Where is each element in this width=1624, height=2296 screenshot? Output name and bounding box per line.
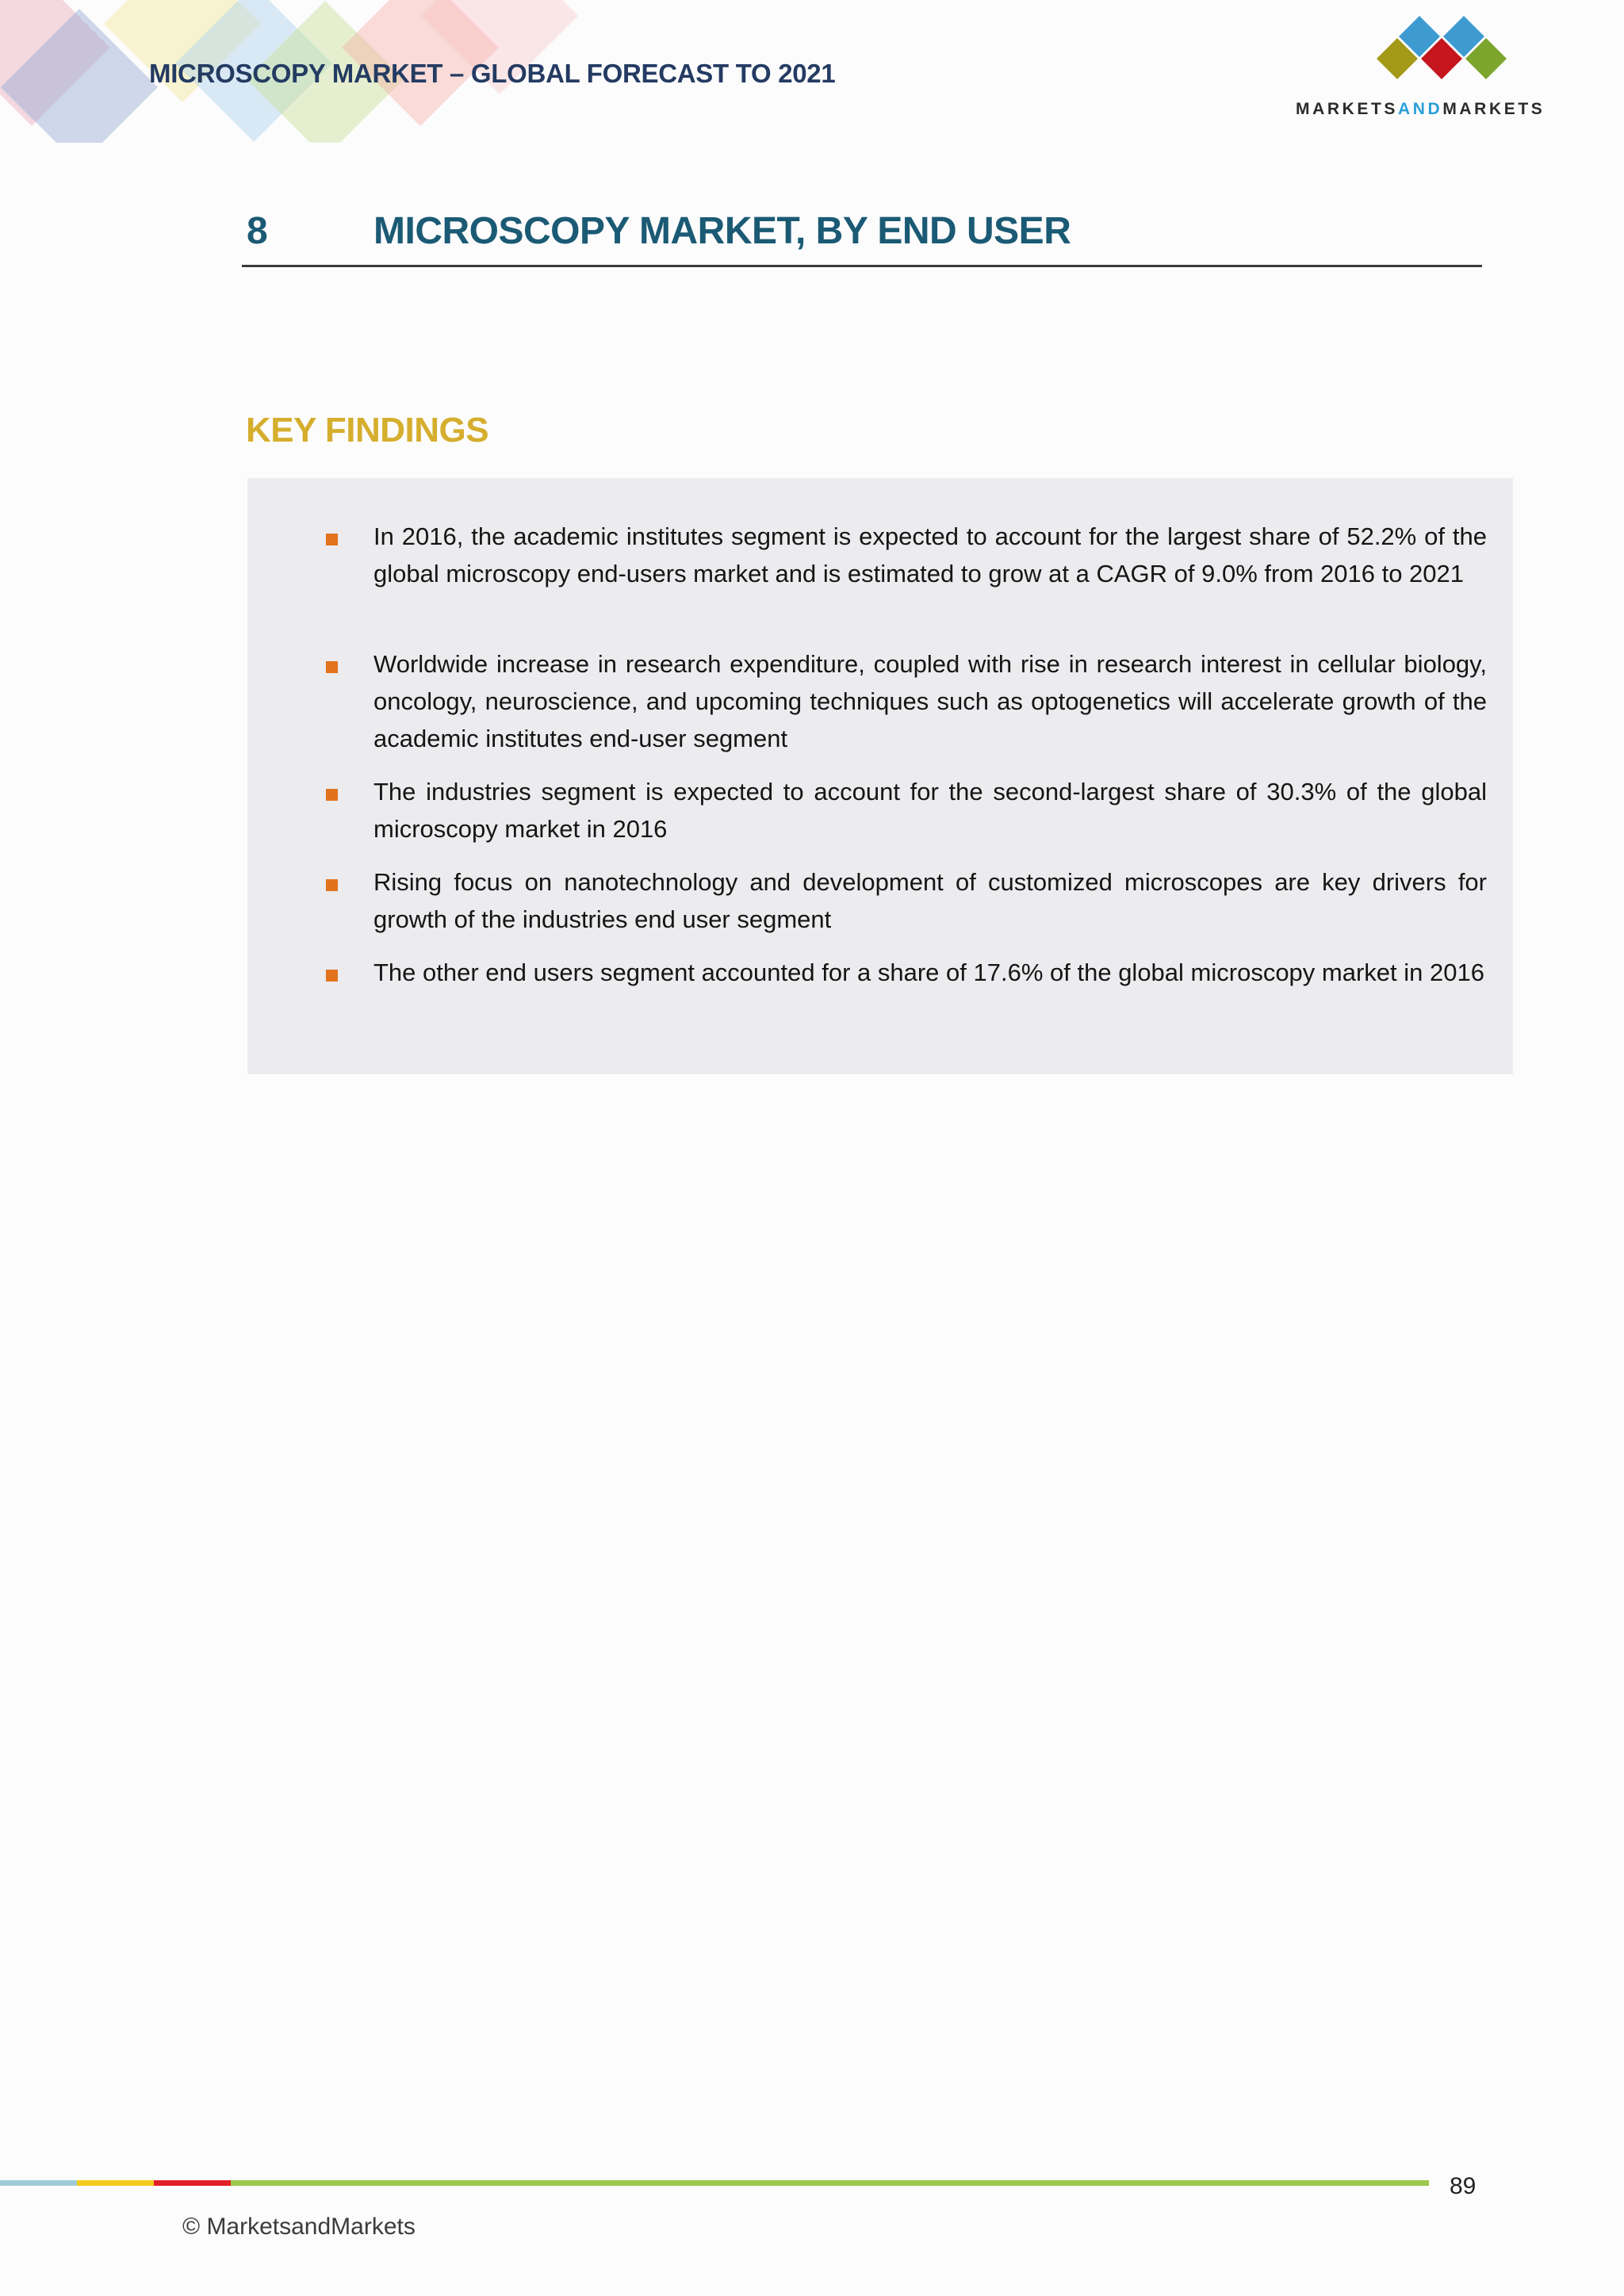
chapter-title: MICROSCOPY MARKET, BY END USER (373, 210, 1071, 252)
chapter-number: 8 (247, 210, 268, 252)
footer-bar-yellow (77, 2180, 154, 2186)
square-bullet-icon (326, 879, 338, 891)
company-logo (1293, 14, 1586, 121)
square-bullet-icon (326, 534, 338, 545)
logo-mark-icon (1365, 14, 1524, 94)
finding-text: The other end users segment accounted for a share of 17.6% of the global microscopy market in 2016 (373, 959, 1484, 986)
key-findings-heading: KEY FINDINGS (246, 411, 489, 450)
page-number: 89 (1450, 2173, 1477, 2199)
finding-text: Rising focus on nanotechnology and development of customized microscopes are key drivers for growth of the industries end user segment (373, 868, 1487, 933)
key-findings-box (247, 478, 1513, 1074)
square-bullet-icon (326, 661, 338, 673)
square-bullet-icon (326, 970, 338, 982)
copyright-text: © MarketsandMarkets (182, 2214, 416, 2240)
finding-text: The industries segment is expected to account for the second-largest share of 30.3% of the global microscopy market in 2016 (373, 778, 1487, 843)
finding-text: In 2016, the academic institutes segment is expected to account for the largest share of 52.2% of the global microscopy end-users market and is estimated to grow at a CAGR of 9.0% from 2016 to 2021 (373, 522, 1487, 587)
footer-bar-red (154, 2180, 231, 2186)
logo-text-markets: MARKETS (1296, 100, 1399, 118)
finding-text: Worldwide increase in research expenditure, coupled with rise in research interest in cellular biology, oncology, neuroscience, and upcoming techniques such as optogenetics will accelerate growth of the academic institutes end-user segment (373, 650, 1487, 752)
logo-text (1296, 100, 1545, 119)
logo-text-and: AND (1398, 100, 1443, 118)
footer-bar-blue (0, 2180, 77, 2186)
logo-text-markets-2: MARKETS (1442, 100, 1545, 118)
header-title: MICROSCOPY MARKET – GLOBAL FORECAST TO 2021 (149, 59, 836, 88)
square-bullet-icon (326, 789, 338, 801)
footer-bar-green (231, 2180, 1429, 2186)
chapter-heading (242, 205, 1482, 267)
